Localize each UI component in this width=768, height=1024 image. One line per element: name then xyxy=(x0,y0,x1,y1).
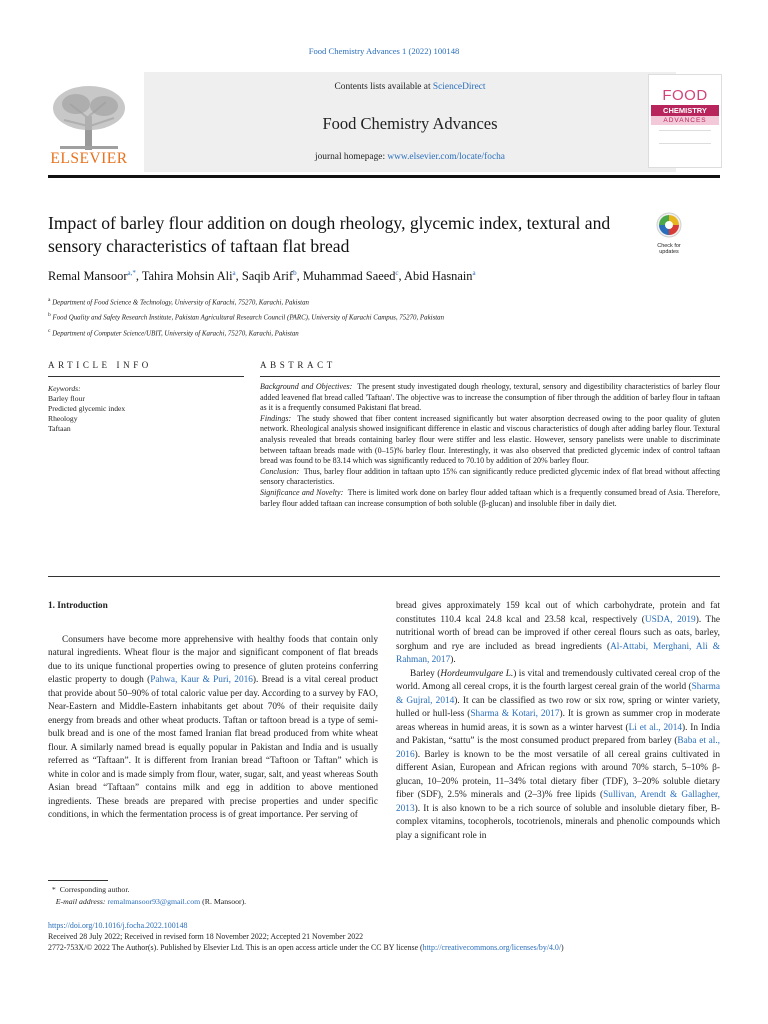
footnote xyxy=(48,884,448,908)
keywords-label: Keywords: xyxy=(48,384,81,393)
affiliation: $^a$ Department of Food Science & Technology, University of Karachi, 75270, Karachi, Pakistan xyxy=(48,297,309,307)
affiliation: $^c$ Department of Computer Science/UBIT, University of Karachi, 75270, Karachi, Pakistan xyxy=(48,327,299,337)
journal-homepage-link[interactable]: www.elsevier.com/locate/focha xyxy=(387,152,505,162)
sciencedirect-link[interactable]: ScienceDirect xyxy=(432,82,486,92)
introduction-heading: 1. Introduction xyxy=(48,601,108,611)
abstract-bottom-rule xyxy=(48,576,720,577)
masthead-banner xyxy=(144,72,676,172)
author[interactable]: Abid Hasnain$^a$ xyxy=(404,269,476,284)
cover-food: FOOD xyxy=(662,87,708,104)
author[interactable]: Remal Mansoor$^{a,*}$, xyxy=(48,269,142,284)
homepage-line xyxy=(144,152,676,162)
author[interactable]: Saqib Arif$^b$, xyxy=(241,269,303,284)
body-column-left xyxy=(48,600,378,823)
running-head[interactable]: Food Chemistry Advances 1 (2022) 100148 xyxy=(308,46,460,56)
keyword: Taftaan xyxy=(48,424,71,433)
abstract-heading: ABSTRACT xyxy=(260,360,336,370)
contents-line xyxy=(144,82,676,92)
citation-link[interactable]: Baba et al., 2016 xyxy=(396,736,720,760)
cover-advances: ADVANCES xyxy=(651,116,719,125)
author-affiliation-sup[interactable]: b xyxy=(293,269,297,277)
crossmark-icon xyxy=(656,212,682,238)
citation-link[interactable]: Al-Attabi, Merghani, Ali & Rahman, 2017 xyxy=(396,641,721,665)
citation-link[interactable]: Li et al., 2014 xyxy=(628,722,683,733)
article-info-heading: ARTICLE INFO xyxy=(48,360,152,370)
keyword: Barley flour xyxy=(48,394,85,403)
abstract-findings: Findings: The study showed that fiber content increased significantly but water absorption decreased owing to the poor quality of gluten network. Rheological analysis showed insignificant difference in elastic and viscous characteristics of dough after adding barley flour. Textural analysis revealed that breads containing barley flour were stiffer and less elastic. However, sensory panelists were unable to discriminate between taftaan breads made with (0–15)% barley flour. Interestingly, it was also observed that predicted glycemic index of control taftaan bread was found to be 83.14 which was significantly reduced to 70.10 by addition of 20% barley flour. xyxy=(260,413,721,466)
abstract-conclusion: Conclusion: Thus, barley flour addition in taftaan upto 15% can significantly reduce predicted glycemic index of flat bread without affecting sensory characteristics. xyxy=(260,466,720,487)
abstract-significance: Significance and Novelty: There is limited work done on barley flour added taftaan which is a frequently consumed bread of Asia. Therefore, barley flour added taftaan can increase consumption of both soluble (β-glucan) and insoluble fiber in daily diet. xyxy=(260,487,721,508)
body-paragraph: Barley (Hordeumvulgare L.) is vital and tremendously cultivated cereal crop of the world. Among all cereal crops, it is the fourth largest cereal grain of the world (Sharma & Gujral, 2014). It can be classified as two row or six row, spring or winter variety, hulled or hull-less (Sharma & Kotari, 2017). It is grown as summer crop in moderate areas whereas in humid areas, it is sown as a winter harvest (Li et al., 2014). In India and Pakistan, “sattu” is the most consumed product prepared from barley (Baba et al., 2016). Barley is known to be the most versatile of all cereal grains cultivated in different Asian, European and African regions with around 70% starch, 5–10% β-glucan, 10–20% protein, 11–34% total dietary fiber (TDF), 3–20% soluble dietary fiber (SDF), 2.5% minerals and (2–3)% free lipids (Sullivan, Arendt & Gallagher, 2013). It is also known to be a rich source of soluble and insoluble dietary fiber, B-complex vitamins, tocopherols, tocotrienols, minerals and phenolic compounds which play a significant role in xyxy=(396,668,720,841)
publication-info xyxy=(48,920,720,954)
author[interactable]: Muhammad Saeed$^c$, xyxy=(302,269,405,284)
keyword: Rheology xyxy=(48,414,78,423)
body-column-right xyxy=(396,600,720,843)
body-paragraph: bread gives approximately 159 kcal out of which carbohydrate, protein and fat constitutes 110.4 kcal 24.8 kcal and 23.58 kcal, respectively (USDA, 2019). The nutritional worth of bread can be improved if other cereal flours such as oats, barley, sorghum and rye are included as bread ingredients (Al-Attabi, Merghani, Ali & Rahman, 2017). xyxy=(396,601,721,665)
body-paragraph: Consumers have become more apprehensive with healthy foods that contain only natural ingredients. Wheat flour is the major and significant component of flat breads due to its unique functional properties owing to presence of gluten proteins conferring elastic property to dough (Pahwa, Kaur & Puri, 2016). Bread is a vital cereal product that provide about 50–90% of total caloric value per day. According to a survey by FAO, Near-Eastern and Middle-Eastern inhabitants get about 70% of their requisite daily energy from breads and other wheat products. Taftan or taftoon bread is a type of semi-bulk bread and is one of the most famed Iranian flat bread produced from white wheat flour. A similarly named bread is equally popular in Pakistan and India and is usually referred as “Taftaan”. It is different from Iranian bread “Taftoon or Taftan” which is white in color and is made simply from flour, water, sugar, salt, and yeast whereas South Asian bread “Taftaan” contains milk and egg in addition to above mentioned ingredients. These breads are prepared with precise properties and under specific conditions, in which the fermentation process is of great importance. Per serving of xyxy=(48,634,379,820)
received-dates: Received 28 July 2022; Received in revised form 18 November 2022; Accepted 21 November 2022 xyxy=(48,932,364,942)
homepage-prefix: journal homepage: xyxy=(315,152,388,162)
journal-cover-thumbnail[interactable] xyxy=(648,74,722,168)
elsevier-wordmark: ELSEVIER xyxy=(50,150,128,167)
citation-link[interactable]: Sharma & Kotari, 2017 xyxy=(470,709,560,719)
header-rule xyxy=(48,175,720,178)
doi-link[interactable]: https://doi.org/10.1016/j.focha.2022.100148 xyxy=(48,921,188,930)
citation-link[interactable]: Sharma & Gujral, 2014 xyxy=(396,682,720,706)
citation-link[interactable]: USDA, 2019 xyxy=(644,614,696,625)
species-name: Hordeumvulgare L. xyxy=(440,668,514,679)
cover-chemistry: CHEMISTRY xyxy=(651,105,719,116)
email-note: E-mail address: remalmansoor93@gmail.com (R. Mansoor). xyxy=(55,897,247,906)
author-affiliation-sup[interactable]: c xyxy=(395,269,399,277)
author-email-link[interactable]: remalmansoor93@gmail.com xyxy=(107,897,201,906)
contents-prefix: Contents lists available at xyxy=(334,82,433,92)
citation-link[interactable]: Sullivan, Arendt & Gallagher, 2013 xyxy=(396,790,720,814)
article-info-rule xyxy=(48,376,244,377)
affiliation: $^b$ Food Quality and Safety Research Institute, Pakistan Agricultural Research Council (PARC), University of Karachi Campus, 75270, Pakistan xyxy=(48,312,445,322)
corresponding-author-note: * Corresponding author. xyxy=(51,885,130,894)
author-list xyxy=(48,269,688,284)
author-affiliation-sup[interactable]: a xyxy=(472,269,476,277)
keywords-block xyxy=(48,384,244,434)
license-link[interactable]: http://creativecommons.org/licenses/by/4.0/ xyxy=(422,943,562,953)
author-affiliation-sup[interactable]: a,* xyxy=(127,269,136,277)
cover-text-lines xyxy=(659,130,711,144)
article-title: Impact of barley flour addition on dough rheology, glycemic index, textural and sensory characteristics of taftaan flat bread xyxy=(48,213,611,256)
journal-title: Food Chemistry Advances xyxy=(322,114,498,133)
footnote-rule xyxy=(48,880,108,881)
abstract-body xyxy=(260,382,720,509)
keyword: Predicted glycemic index xyxy=(48,404,126,413)
journal-masthead xyxy=(48,72,720,172)
citation-link[interactable]: Pahwa, Kaur & Puri, 2016 xyxy=(150,675,253,685)
check-for-updates-badge[interactable] xyxy=(654,212,684,255)
author[interactable]: Tahira Mohsin Ali$^a$, xyxy=(141,269,242,284)
copyright-line: 2772-753X/© 2022 The Author(s). Published by Elsevier Ltd. This is an open access article under the CC BY license (http://creativecommons.org/licenses/by/4.0/) xyxy=(48,943,564,953)
abstract-rule xyxy=(260,376,720,377)
crossmark-label: Check for updates xyxy=(657,243,681,255)
affiliations xyxy=(48,294,688,340)
author-affiliation-sup[interactable]: a xyxy=(232,269,236,277)
abstract-background: Background and Objectives: The present study investigated dough rheology, textural, sensory and digestibility characteristics of barley flour added leavened flat bread called 'Taftaan'. The objective was to increase the consumption of fiber through the addition of barley flour in taftaan as it is a frequently consumed Pakistani flat bread. xyxy=(260,382,721,413)
